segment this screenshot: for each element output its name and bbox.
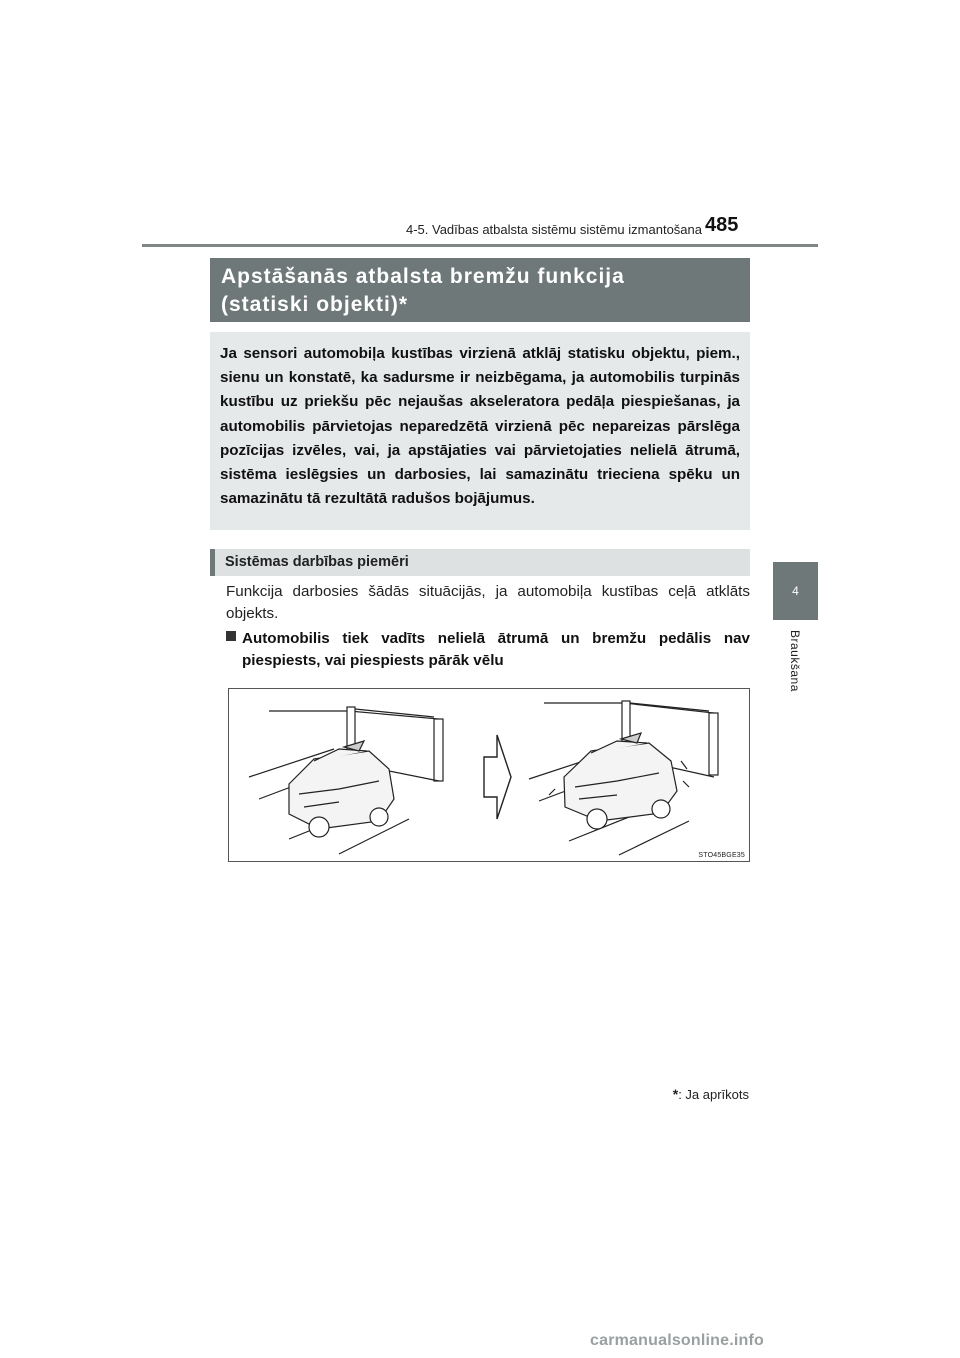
footnote: [560, 1086, 749, 1102]
bullet-text: Automobilis tiek vadīts nelielā ātrumā un bremžu pedālis nav piespiests, vai piespiests pārāk vēlu: [242, 630, 750, 669]
section-title-line-1: Apstāšanās atbalsta bremžu funkcija: [221, 265, 625, 288]
section-title-line-2: (statiski objekti)*: [221, 293, 409, 316]
illustration-figure: [228, 688, 750, 862]
car-right: [549, 733, 689, 829]
figure-code: STO45BGE35: [698, 852, 745, 859]
car-left: [289, 741, 394, 837]
body-paragraph: Funkcija darbosies šādās situācijās, ja automobiļa kustības ceļā atklāts objekts.: [226, 583, 750, 622]
bullet-item: [226, 628, 750, 672]
square-bullet-icon: [226, 631, 236, 641]
watermark: carmanualsonline.info: [590, 1332, 765, 1349]
car-wall-illustration: [229, 689, 749, 861]
page-number: 485: [705, 214, 739, 236]
sub-heading: Sistēmas darbības piemēri: [225, 554, 409, 570]
intro-box: [210, 332, 750, 530]
chapter-number: 4: [792, 584, 799, 598]
header-divider: [142, 244, 818, 247]
chapter-tab: [773, 562, 818, 620]
footnote-text: : Ja aprīkots: [678, 1087, 749, 1102]
section-title: [210, 258, 750, 319]
sub-heading-box: [210, 549, 750, 576]
arrow-right-icon: [484, 735, 511, 819]
parking-line: [619, 821, 689, 855]
intro-text: Ja sensori automobiļa kustības virzienā atklāj statisku objektu, piem., sienu un konstatē, ka sadursme ir neizbēgama, ja automobilis turpinās kustību uz priekšu pēc nejaušas akseleratora pedāļa piespiešanas, ja automobilis pārvietojas neparedzētā virzienā pēc nepareizas pārslēga pozīcijas izvēles, vai, ja apstājaties vai pārvietojaties nelielā ātrumā, sistēma ieslēgsies un darbosies, lai samazinātu trieciena spēku un samazinātu tā rezultātā radušos bojājumus.: [220, 345, 740, 508]
section-title-box: [210, 258, 750, 322]
chapter-label: Braukšana: [788, 630, 802, 692]
header-section-title: 4-5. Vadības atbalsta sistēmu sistēmu izmantošana: [405, 222, 702, 237]
asterisk-icon: *: [672, 1086, 679, 1102]
